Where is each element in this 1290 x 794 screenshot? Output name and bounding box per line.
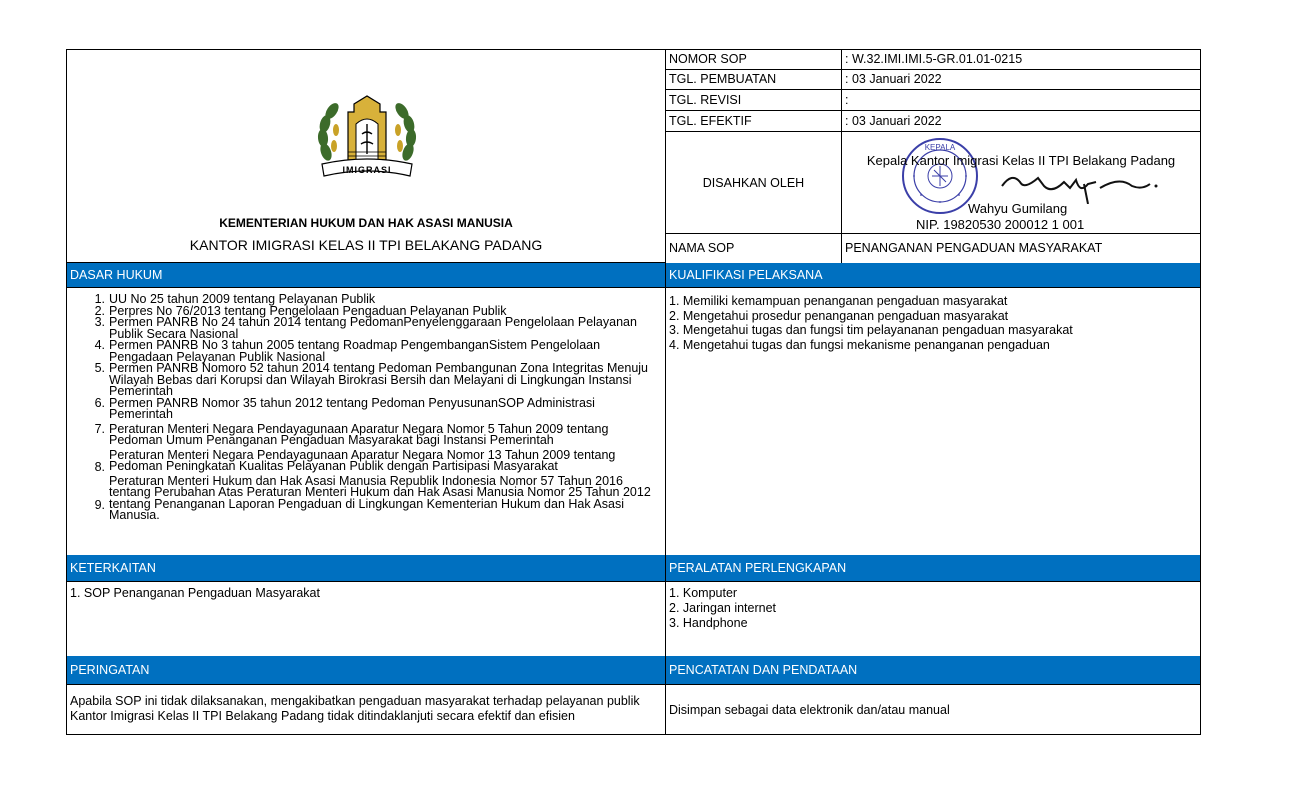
list-item: 3. Permen PANRB No 24 tahun 2014 tentang PedomanPenyelenggaraan Pengelolaan Pelayanan Publik Secara Nasional — [94, 315, 637, 341]
list-item: 7. Peraturan Menteri Negara Pendayagunaan Aparatur Negara Nomor 5 Tahun 2009 tentang Pedoman Umum Penanganan Pengaduan Masyarakat bagi Instansi Pemerintah — [94, 421, 609, 447]
stamp-lettering: KEPALA — [924, 143, 956, 152]
ministry-title: KEMENTERIAN HUKUM DAN HAK ASASI MANUSIA — [219, 216, 513, 230]
section-pencatatan: PENCATATAN DAN PENDATAAN — [665, 656, 1201, 685]
revisi-label: TGL. REVISI — [665, 89, 842, 111]
nomor-value: : W.32.IMI.IMI.5-GR.01.01-0215 — [841, 49, 1201, 70]
header-block — [66, 49, 666, 263]
peringatan-body — [66, 684, 666, 735]
list-item: 6. Permen PANRB Nomor 35 tahun 2012 tentang Pedoman PenyusunanSOP Administrasi Pemerintah — [94, 395, 595, 421]
dasar-hukum-body — [66, 287, 666, 556]
approval-cell — [841, 131, 1201, 234]
list-item: 5. Permen PANRB Nomoro 52 tahun 2014 tentang Pedoman Pembangunan Zona Integritas Menuju Wilayah Bebas dari Korupsi dan Wilayah Birokrasi Bersih dan Melayani di Lingkungan Instansi Pemerintah — [94, 361, 648, 398]
efektif-label: TGL. EFEKTIF — [665, 110, 842, 132]
nama-label: NAMA SOP — [665, 233, 842, 264]
logo-lettering: IMIGRASI — [342, 165, 392, 175]
list-item: 2. Jaringan internet — [669, 601, 777, 615]
dasar-hukum-list — [67, 294, 665, 522]
section-kualifikasi: KUALIFIKASI PELAKSANA — [665, 263, 1201, 288]
list-item: 3. Mengetahui tugas dan fungsi tim pelayananan pengaduan masyarakat — [669, 323, 1073, 337]
nomor-label: NOMOR SOP — [665, 49, 842, 70]
kualifikasi-body — [665, 287, 1201, 556]
section-dasar-hukum: DASAR HUKUM — [66, 263, 666, 288]
list-item: 4. Permen PANRB No 3 tahun 2005 tentang Roadmap PengembanganSistem Pengelolaan Pengadaan Pelayanan Publik Nasional — [94, 338, 601, 364]
pembuatan-label: TGL. PEMBUATAN — [665, 69, 842, 90]
approver-nip: NIP. 19820530 200012 1 001 — [916, 217, 1085, 232]
pencatatan-body — [665, 684, 1201, 735]
disahkan-label: DISAHKAN OLEH — [702, 176, 805, 190]
office-title: KANTOR IMIGRASI KELAS II TPI BELAKANG PADANG — [189, 237, 543, 253]
revisi-value: : — [841, 89, 1201, 111]
efektif-value: : 03 Januari 2022 — [841, 110, 1201, 132]
list-item: 3. Handphone — [669, 616, 748, 630]
list-item: 1. SOP Penanganan Pengaduan Masyarakat — [70, 586, 320, 600]
list-item: 1. Memiliki kemampuan penanganan pengaduan masyarakat — [669, 294, 1008, 308]
list-item: 2. Perpres No 76/2013 tentang Pengelolaan Pengaduan Pelayanan Publik — [94, 303, 507, 318]
nama-value: PENANGANAN PENGADUAN MASYARAKAT — [841, 233, 1201, 264]
section-keterkaitan: KETERKAITAN — [66, 555, 666, 582]
list-item: 4. Mengetahui tugas dan fungsi mekanisme penanganan pengaduan — [669, 337, 1050, 352]
peralatan-body — [665, 581, 1201, 657]
section-peringatan: PERINGATAN — [66, 656, 666, 685]
approver-title: Kepala Kantor Imigrasi Kelas II TPI Belakang Padang — [866, 153, 1176, 168]
pencatatan-text: Disimpan sebagai data elektronik dan/atau manual — [669, 703, 950, 717]
section-peralatan: PERALATAN PERLENGKAPAN — [665, 555, 1201, 582]
list-item: 8. Peraturan Menteri Negara Pendayagunaan Aparatur Negara Nomor 13 Tahun 2009 tentang Pedoman Peningkatan Kualitas Pelayanan Publik dengan Partisipasi Masyarakat — [94, 447, 616, 474]
pembuatan-value: : 03 Januari 2022 — [841, 69, 1201, 90]
list-item: 1. Komputer — [669, 586, 738, 600]
peringatan-line: Kantor Imigrasi Kelas II TPI Belakang Padang tidak ditindaklanjuti secara efektif dan efisien — [70, 709, 575, 723]
keterkaitan-body — [66, 581, 666, 657]
list-item: 9. Peraturan Menteri Hukum dan Hak Asasi Manusia Republik Indonesia Nomor 57 Tahun 2016 tentang Perubahan Atas Peraturan Menteri Hukum dan Hak Asasi Manusia Nomor 25 Tahun 2012 tentang Penanganan Laporan Pengaduan di Lingkungan Kementerian Hukum dan Hak Asasi Manusia. — [94, 473, 651, 522]
peringatan-line: Apabila SOP ini tidak dilaksanakan, mengakibatkan pengaduan masyarakat terhadap pelayanan publik — [70, 694, 640, 708]
disahkan-label-cell — [665, 131, 842, 234]
kualifikasi-list — [669, 294, 1073, 352]
list-item: 2. Mengetahui prosedur penanganan pengaduan masyarakat — [669, 308, 1009, 323]
approver-name: Wahyu Gumilang — [968, 201, 1068, 216]
imigrasi-logo — [312, 90, 422, 182]
signature — [992, 164, 1162, 204]
list-item: 1. UU No 25 tahun 2009 tentang Pelayanan Publik — [94, 292, 376, 306]
